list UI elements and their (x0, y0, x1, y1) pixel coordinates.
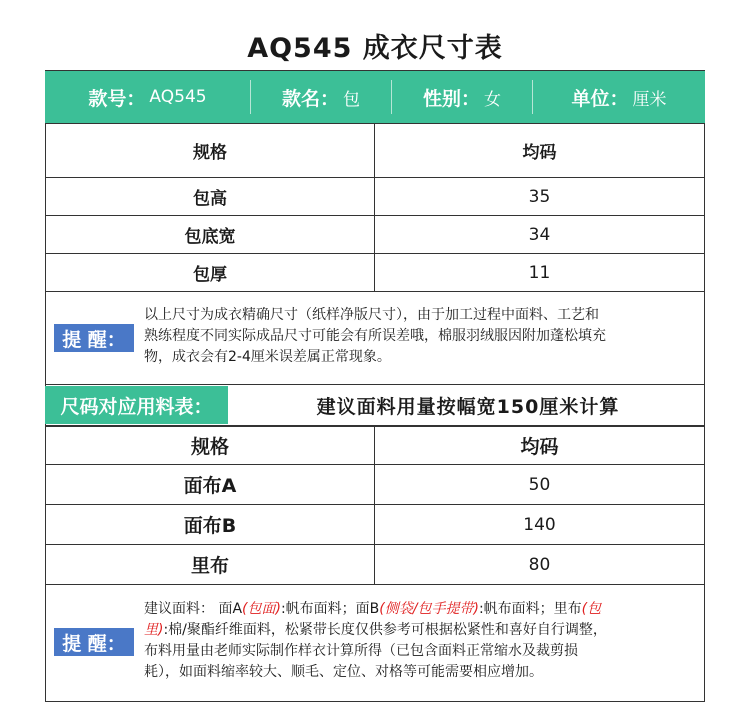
table-row (46, 254, 705, 292)
table-row (46, 465, 705, 505)
style-number (45, 71, 250, 123)
unit-label: 单位： (571, 87, 629, 110)
notice-badge: 提 醒： (54, 324, 134, 352)
text-run: :棉/聚酯纤维面料，松紧带长度仅供参考可根据松紧性和喜好自行调整， (163, 622, 607, 638)
material-tag: 尺码对应用料表： (45, 386, 228, 424)
row-name: 里布 (46, 545, 375, 585)
info-header (45, 71, 705, 123)
notice-badge: 提 醒： (54, 628, 134, 656)
notice-text (144, 305, 702, 368)
style-number-value: AQ545 (149, 87, 207, 107)
unit (533, 71, 705, 123)
style-name-label: 款名： (281, 87, 339, 110)
highlight-text: (包 (581, 601, 602, 617)
table-row (46, 216, 705, 254)
row-value: 34 (375, 216, 705, 254)
row-value: 11 (375, 254, 705, 292)
row-name: 包厚 (46, 254, 375, 292)
spec-header: 规格 (46, 427, 375, 465)
table-header-row (46, 124, 705, 178)
material-note: 建议面料用量按幅宽150厘米计算 (316, 395, 620, 418)
text-run: 建议面料： 面A (144, 601, 243, 617)
unit-value: 厘米 (632, 89, 667, 110)
highlight-text: (包面) (242, 601, 281, 617)
row-value: 50 (375, 465, 705, 505)
notice-line: 耗），如面料缩率较大、顺毛、定位、对格等可能需要相应增加。 (144, 664, 543, 680)
size-header: 均码 (375, 124, 705, 178)
gender-value: 女 (484, 89, 501, 110)
row-value: 140 (375, 505, 705, 545)
table-header-row (46, 427, 705, 465)
row-name: 包底宽 (46, 216, 375, 254)
table-row (46, 178, 705, 216)
notice-line (144, 620, 704, 641)
size-table (45, 123, 705, 292)
notice-line: 熟练程度不同实际成品尺寸可能会有所误差哦，棉服羽绒服因附加蓬松填充 (144, 328, 606, 344)
notice-2 (45, 585, 705, 702)
material-table (45, 426, 705, 585)
notice-line: 物，成衣会有2-4厘米误差属正常现象。 (144, 349, 391, 365)
material-section-header (45, 384, 705, 426)
gender (392, 71, 532, 123)
notice-text (144, 599, 704, 683)
style-name-value: 包 (343, 89, 360, 110)
row-value: 80 (375, 545, 705, 585)
table-row (46, 545, 705, 585)
row-name: 面布A (46, 465, 375, 505)
row-name: 包高 (46, 178, 375, 216)
highlight-text: (侧袋/包手提带) (379, 601, 479, 617)
style-name (251, 71, 391, 123)
text-run: :帆布面料；里布 (478, 601, 582, 617)
row-value: 35 (375, 178, 705, 216)
size-header: 均码 (375, 427, 705, 465)
highlight-text: 里) (144, 622, 164, 638)
style-number-label: 款号： (88, 87, 146, 110)
notice-line: 布料用量由老师实际制作样衣计算所得（已包含面料正常缩水及裁剪损 (144, 643, 578, 659)
spec-header: 规格 (46, 124, 375, 178)
notice-line (144, 599, 704, 620)
text-run: :帆布面料；面B (280, 601, 380, 617)
notice-line: 以上尺寸为成衣精确尺寸（纸样净版尺寸），由于加工过程中面料、工艺和 (144, 307, 599, 323)
notice-1 (45, 291, 705, 384)
gender-label: 性别： (422, 87, 480, 110)
row-name: 面布B (46, 505, 375, 545)
page-title: AQ545 成衣尺寸表 (247, 33, 503, 64)
table-row (46, 505, 705, 545)
